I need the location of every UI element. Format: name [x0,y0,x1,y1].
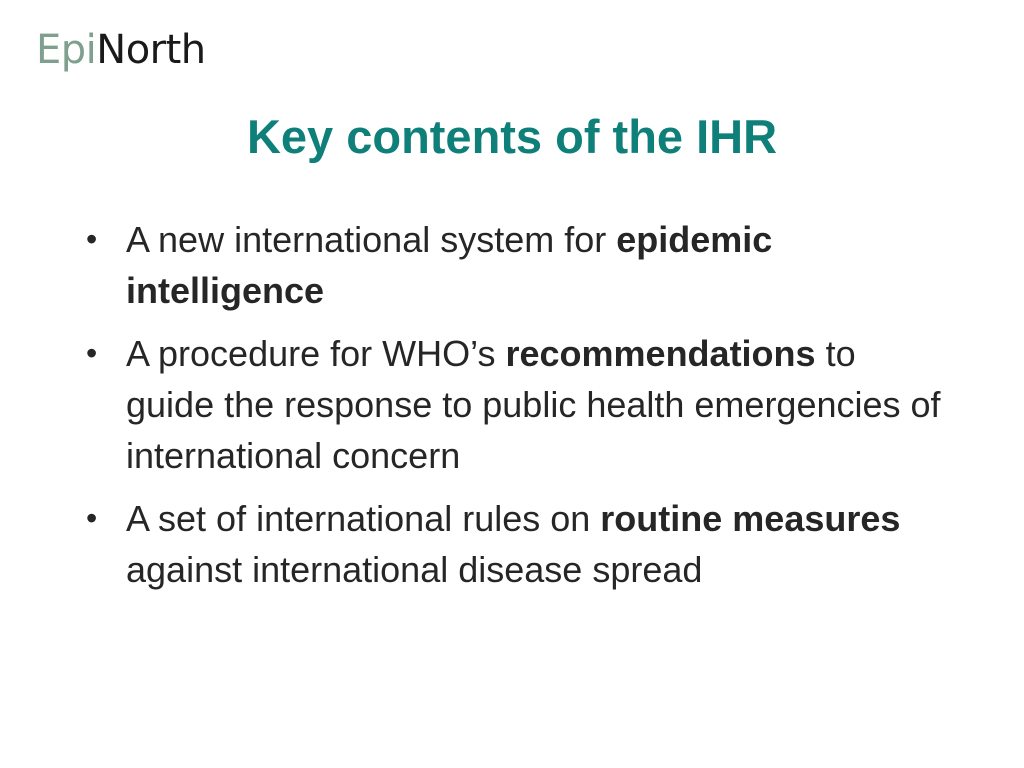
bullet-marker: • [86,500,98,536]
bullet-item-epidemic-intelligence [84,214,944,316]
bullet-text: A new international system for [126,219,617,260]
bullet-text: to guide the response to public health emergencies of international concern [126,333,941,476]
bullet-bold-text: recommendations [505,333,816,374]
bullet-marker: • [86,221,98,257]
slide-title: Key contents of the IHR [246,110,778,163]
logo-north-text: North [96,27,206,73]
logo-epi-text: Epi [36,27,97,73]
epinorth-logo [36,27,206,73]
bullet-bold-text: routine measures [600,498,901,539]
bullet-list [84,214,944,607]
bullet-item-recommendations [84,328,944,481]
bullet-marker: • [86,335,98,371]
bullet-text: A procedure for WHO’s [126,333,506,374]
bullet-text: against international disease spread [126,549,703,590]
bullet-bold-text: epidemic intelligence [126,219,773,311]
bullet-item-routine-measures [84,493,944,595]
bullet-text: A set of international rules on [126,498,601,539]
